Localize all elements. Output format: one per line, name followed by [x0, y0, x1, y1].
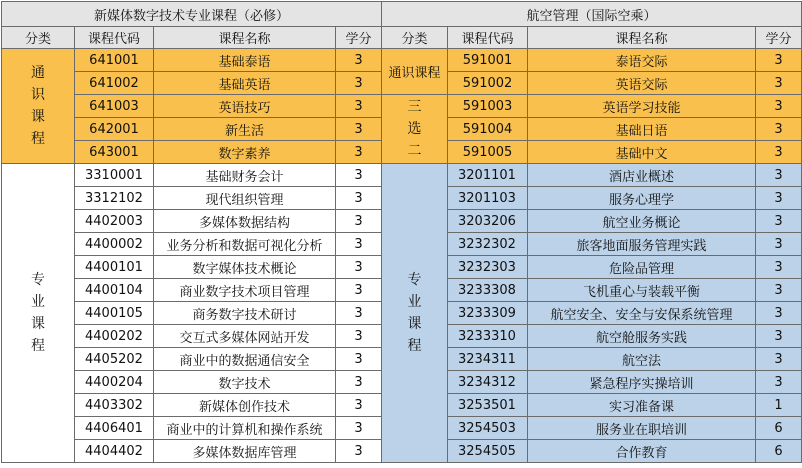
right-course-credits: 3	[756, 95, 802, 118]
left-course-name: 商业中的计算机和操作系统	[154, 417, 336, 440]
left-course-code: 4400204	[75, 371, 154, 394]
left-course-code: 4400101	[75, 256, 154, 279]
right-course-credits: 3	[756, 187, 802, 210]
right-course-name: 基础中文	[528, 141, 756, 164]
left-course-code: 4406401	[75, 417, 154, 440]
right-course-name: 航空安全、安全与安保系统管理	[528, 302, 756, 325]
left-course-code: 4404402	[75, 440, 154, 463]
left-course-code: 4402003	[75, 210, 154, 233]
left-course-credits: 3	[336, 141, 382, 164]
left-course-name: 数字媒体技术概论	[154, 256, 336, 279]
right-course-credits: 3	[756, 279, 802, 302]
right-course-code: 591005	[448, 141, 528, 164]
left-course-credits: 3	[336, 371, 382, 394]
right-course-credits: 3	[756, 325, 802, 348]
left-course-credits: 3	[336, 164, 382, 187]
left-course-code: 643001	[75, 141, 154, 164]
right-course-credits: 6	[756, 417, 802, 440]
left-header-credits: 学分	[336, 27, 382, 49]
right-course-name: 英语学习技能	[528, 95, 756, 118]
right-course-name: 紧急程序实操培训	[528, 371, 756, 394]
left-course-code: 4405202	[75, 348, 154, 371]
right-course-code: 591002	[448, 72, 528, 95]
right-course-code: 3233310	[448, 325, 528, 348]
right-course-credits: 3	[756, 210, 802, 233]
right-course-credits: 6	[756, 440, 802, 463]
right-course-code: 3254505	[448, 440, 528, 463]
curriculum-table	[1, 1, 802, 463]
left-header-name: 课程名称	[154, 27, 336, 49]
right-course-code: 3254503	[448, 417, 528, 440]
left-course-credits: 3	[336, 279, 382, 302]
left-course-name: 英语技巧	[154, 95, 336, 118]
right-course-credits: 3	[756, 256, 802, 279]
left-course-credits: 3	[336, 187, 382, 210]
left-course-code: 4400105	[75, 302, 154, 325]
right-course-code: 3201103	[448, 187, 528, 210]
right-course-code: 3253501	[448, 394, 528, 417]
right-course-credits: 3	[756, 233, 802, 256]
left-course-credits: 3	[336, 394, 382, 417]
left-course-name: 基础英语	[154, 72, 336, 95]
left-course-name: 业务分析和数据可视化分析	[154, 233, 336, 256]
right-course-credits: 3	[756, 164, 802, 187]
left-course-name: 新媒体创作技术	[154, 394, 336, 417]
right-header-credits: 学分	[756, 27, 802, 49]
left-course-name: 基础财务会计	[154, 164, 336, 187]
table-row	[2, 49, 802, 72]
left-course-code: 4400002	[75, 233, 154, 256]
right-course-code: 3234312	[448, 371, 528, 394]
right-course-code: 591001	[448, 49, 528, 72]
left-course-credits: 3	[336, 417, 382, 440]
left-course-code: 3310001	[75, 164, 154, 187]
right-course-code: 591003	[448, 95, 528, 118]
left-course-code: 641003	[75, 95, 154, 118]
right-course-code: 3203206	[448, 210, 528, 233]
table-row	[2, 95, 802, 118]
left-header-category: 分类	[2, 27, 75, 49]
right-course-code: 3232303	[448, 256, 528, 279]
right-course-credits: 3	[756, 118, 802, 141]
left-course-name: 商业中的数据通信安全	[154, 348, 336, 371]
left-course-credits: 3	[336, 233, 382, 256]
right-course-code: 3233308	[448, 279, 528, 302]
left-major-category: 专 业 课 程	[2, 164, 75, 463]
right-course-credits: 3	[756, 302, 802, 325]
right-course-code: 3234311	[448, 348, 528, 371]
left-course-name: 商务数字技术研讨	[154, 302, 336, 325]
right-elective-category: 三 选 二	[382, 95, 448, 164]
right-course-code: 3233309	[448, 302, 528, 325]
right-course-name: 基础日语	[528, 118, 756, 141]
left-course-credits: 3	[336, 210, 382, 233]
right-course-credits: 1	[756, 394, 802, 417]
left-course-credits: 3	[336, 348, 382, 371]
left-course-name: 数字素养	[154, 141, 336, 164]
left-course-credits: 3	[336, 325, 382, 348]
right-general-category: 通识课程	[382, 49, 448, 95]
right-course-name: 航空法	[528, 348, 756, 371]
left-course-credits: 3	[336, 72, 382, 95]
right-major-category: 专 业 课 程	[382, 164, 448, 463]
left-header-code: 课程代码	[75, 27, 154, 49]
right-course-credits: 3	[756, 49, 802, 72]
right-header-name: 课程名称	[528, 27, 756, 49]
left-course-name: 多媒体数据结构	[154, 210, 336, 233]
left-course-name: 商业数字技术项目管理	[154, 279, 336, 302]
left-course-credits: 3	[336, 95, 382, 118]
left-course-name: 现代组织管理	[154, 187, 336, 210]
right-course-name: 飞机重心与装载平衡	[528, 279, 756, 302]
left-course-code: 3312102	[75, 187, 154, 210]
left-course-name: 多媒体数据库管理	[154, 440, 336, 463]
right-course-credits: 3	[756, 348, 802, 371]
right-course-name: 服务心理学	[528, 187, 756, 210]
left-course-code: 4400202	[75, 325, 154, 348]
right-course-name: 旅客地面服务管理实践	[528, 233, 756, 256]
right-course-name: 合作教育	[528, 440, 756, 463]
right-course-code: 3232302	[448, 233, 528, 256]
table-row	[2, 164, 802, 187]
left-course-credits: 3	[336, 49, 382, 72]
left-course-code: 642001	[75, 118, 154, 141]
right-course-code: 3201101	[448, 164, 528, 187]
left-course-name: 交互式多媒体网站开发	[154, 325, 336, 348]
right-course-name: 航空业务概论	[528, 210, 756, 233]
right-table-title: 航空管理（国际空乘）	[382, 2, 802, 27]
left-course-credits: 3	[336, 256, 382, 279]
left-course-code: 4403302	[75, 394, 154, 417]
right-course-name: 酒店业概述	[528, 164, 756, 187]
left-course-code: 4400104	[75, 279, 154, 302]
left-course-code: 641002	[75, 72, 154, 95]
right-course-name: 航空舱服务实践	[528, 325, 756, 348]
left-course-name: 新生活	[154, 118, 336, 141]
left-general-category: 通 识 课 程	[2, 49, 75, 164]
right-course-name: 英语交际	[528, 72, 756, 95]
left-course-credits: 3	[336, 118, 382, 141]
right-course-name: 泰语交际	[528, 49, 756, 72]
left-table-title: 新媒体数字技术专业课程（必修）	[2, 2, 382, 27]
left-course-name: 数字技术	[154, 371, 336, 394]
right-header-code: 课程代码	[448, 27, 528, 49]
left-course-credits: 3	[336, 440, 382, 463]
right-course-code: 591004	[448, 118, 528, 141]
right-course-credits: 3	[756, 72, 802, 95]
right-course-credits: 3	[756, 141, 802, 164]
right-course-credits: 3	[756, 371, 802, 394]
right-course-name: 危险品管理	[528, 256, 756, 279]
right-course-name: 实习准备课	[528, 394, 756, 417]
left-course-name: 基础泰语	[154, 49, 336, 72]
right-course-name: 服务业在职培训	[528, 417, 756, 440]
left-course-credits: 3	[336, 302, 382, 325]
left-course-code: 641001	[75, 49, 154, 72]
right-header-category: 分类	[382, 27, 448, 49]
